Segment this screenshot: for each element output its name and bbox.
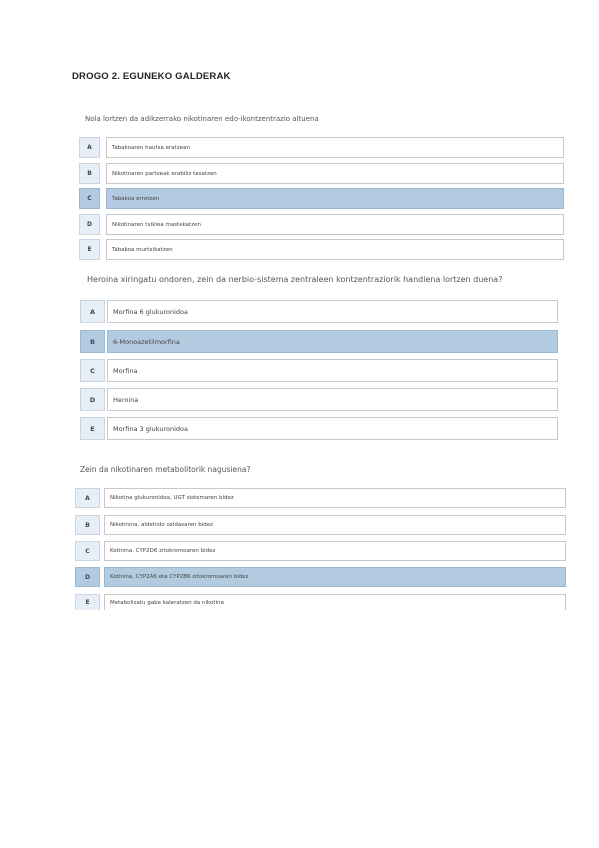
option-letter: D bbox=[75, 567, 100, 587]
option-text: Tabakoaren hautsa eratzean bbox=[106, 137, 564, 158]
option-c[interactable] bbox=[79, 188, 564, 209]
option-d[interactable] bbox=[80, 388, 558, 411]
option-text: Nikotinaren partxeak erabiliz tasatzen bbox=[106, 163, 564, 184]
option-a[interactable] bbox=[80, 300, 558, 323]
option-text: Nikotina glukuronidoa, UGT sistemaren bidez bbox=[104, 488, 566, 508]
option-b[interactable] bbox=[75, 515, 566, 535]
option-c[interactable] bbox=[80, 359, 558, 382]
option-text: Nikotinaren txiklea mastekatzen bbox=[106, 214, 564, 235]
option-a[interactable] bbox=[79, 137, 564, 158]
option-letter: B bbox=[75, 515, 100, 535]
option-text: Kotinina, CYP2A6 eta CYP2B6 zitokromoaren bidez bbox=[104, 567, 566, 587]
question-text: Heroina xiringatu ondoren, zein da nerbio-sistema zentraleen kontzentraziorik handiena lortzen duena? bbox=[87, 275, 503, 284]
option-text: Nikotinina, aldehido oxidasaren bidez bbox=[104, 515, 566, 535]
option-e[interactable] bbox=[79, 239, 564, 260]
option-letter: E bbox=[80, 417, 105, 440]
option-a[interactable] bbox=[75, 488, 566, 508]
option-text: Morfina 3 glukuronidoa bbox=[107, 417, 558, 440]
option-letter: A bbox=[79, 137, 100, 158]
question-text: Zein da nikotinaren metabolitorik nagusiena? bbox=[80, 465, 251, 474]
option-text: Tabakoa murtxikatzen bbox=[106, 239, 564, 260]
option-c[interactable] bbox=[75, 541, 566, 561]
option-e[interactable] bbox=[75, 594, 566, 614]
question-text: Nola lortzen da adikzerrako nikotinaren edo-ikontzentrazio altuena bbox=[85, 115, 319, 123]
option-letter: E bbox=[79, 239, 100, 260]
option-letter: D bbox=[79, 214, 100, 235]
option-d[interactable] bbox=[79, 214, 564, 235]
option-text: Morfina 6 glukuronidoa bbox=[107, 300, 558, 323]
option-text: Heroina bbox=[107, 388, 558, 411]
option-text: Metabolizatu gabe kaleratzen da nikotina bbox=[104, 594, 566, 610]
option-letter: C bbox=[79, 188, 100, 209]
option-letter: B bbox=[80, 330, 105, 353]
option-letter: C bbox=[75, 541, 100, 561]
option-text: Morfina bbox=[107, 359, 558, 382]
option-b[interactable] bbox=[80, 330, 558, 353]
option-text: 6-Monoazetilmorfina bbox=[107, 330, 558, 353]
option-d[interactable] bbox=[75, 567, 566, 587]
option-letter: C bbox=[80, 359, 105, 382]
page-title: DROGO 2. EGUNEKO GALDERAK bbox=[72, 71, 231, 82]
option-text: Tabakoa erretzen bbox=[106, 188, 564, 209]
option-e[interactable] bbox=[80, 417, 558, 440]
option-letter: A bbox=[80, 300, 105, 323]
option-text: Kotinina, CYP2D6 zitokromoaren bidez bbox=[104, 541, 566, 561]
option-b[interactable] bbox=[79, 163, 564, 184]
option-letter: D bbox=[80, 388, 105, 411]
option-letter: B bbox=[79, 163, 100, 184]
option-letter: A bbox=[75, 488, 100, 508]
option-letter: E bbox=[75, 594, 100, 610]
